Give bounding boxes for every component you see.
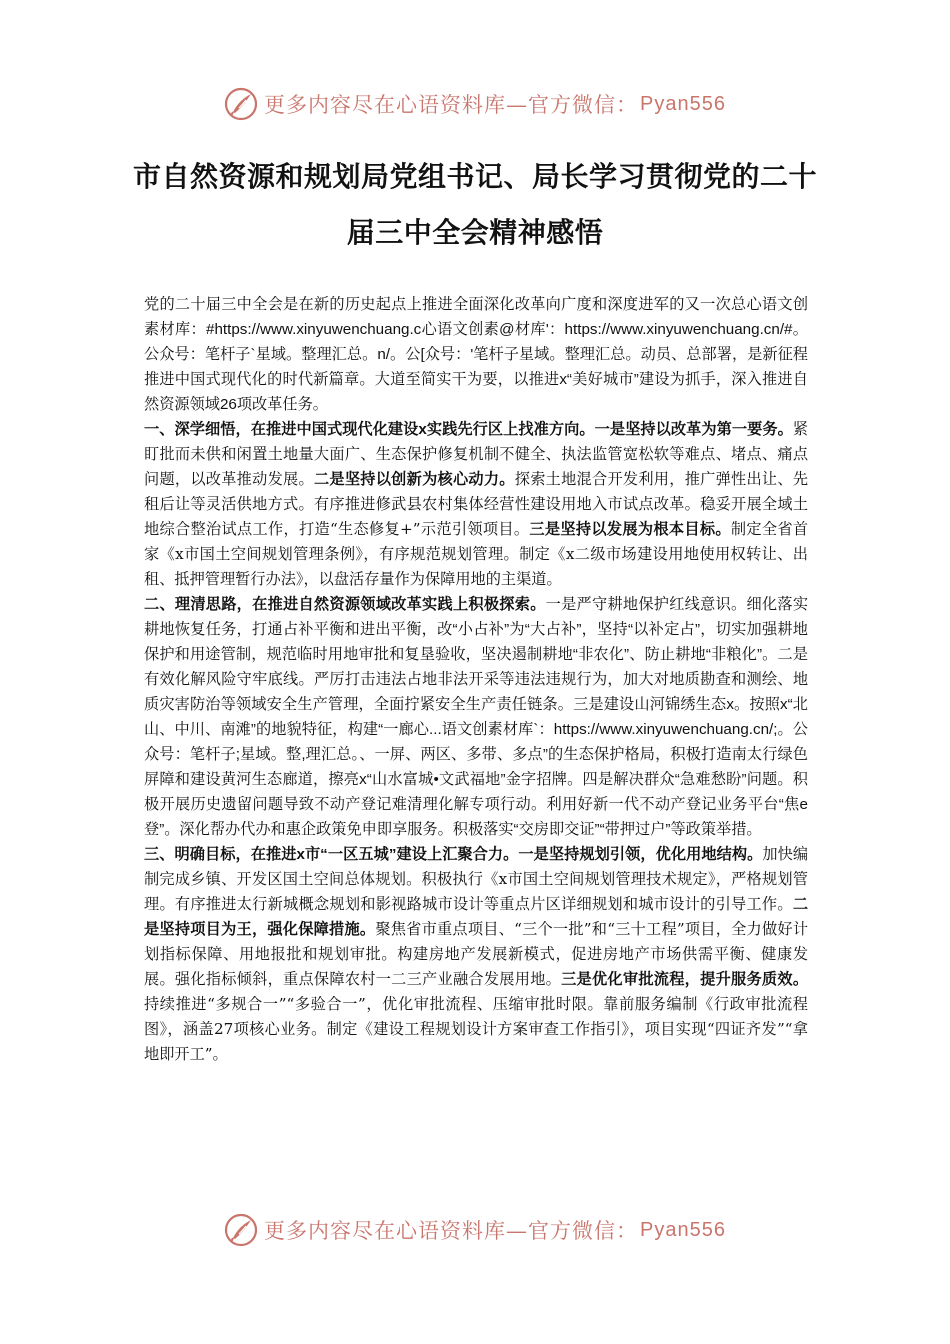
section-3-point-3-text: 持续推进“多规合一”“多验合一”，优化审批流程、压缩审批时限。靠前服务编制《行政审批流程图》，涵盖27项核心业务。制定《建设工程规划设计方案审查工作指引》，项目实现“四证齐发”“拿地即开工”。: [144, 995, 808, 1063]
wechat-id: Pyan556: [640, 92, 726, 115]
wechat-id: Pyan556: [640, 1218, 726, 1241]
section-2-heading: 二、理清思路，在推进自然资源领域改革实践上积极探索。: [144, 596, 546, 613]
section-3-point-1-text: 加快编制完成乡镇、开发区国土空间总体规划。积极执行《x市国土空间规划管理技术规定》，严格规划管理。有序推进太行新城概念规划和影视路城市设计等重点片区详细规划和城市设计的引导工作。: [144, 845, 809, 913]
intro-paragraph: 党的二十届三中全会是在新的历史起点上推进全面深化改革向广度和深度进军的又一次总心语文创素材库：#https://www.xinyuwenchuang.c心语文创素@材库'：https://www.xinyuwenchuang.cn/#。公众号：笔杆子`星域。整理汇总。n/。公[众号：'笔杆子星域。整理汇总。动员、总部署，是新征程推进中国式现代化的时代新篇章。大道至简实干为要，以推进x“美好城市”建设为抓手，深入推进自然资源领域26项改革任务。: [144, 296, 808, 413]
section-1-point-2-text: 探索土地混合开发利用，推广弹性出让、先租后让等灵活供地方式。有序推进修武县农村集体经营性建设用地入市试点改革。稳妥开展全域土地综合整治试点工作，打造“生态修复+”示范引领项目。: [144, 470, 809, 538]
section-3-heading: 三、明确目标，在推进x市“一区五城”建设上汇聚合力。: [144, 846, 519, 863]
section-1-point-2-title: 二是坚持以创新为核心动力。: [313, 471, 515, 488]
document-body: [144, 292, 808, 1067]
section-1-heading: 一、深学细悟，在推进中国式现代化建设x实践先行区上找准方向。: [144, 421, 595, 438]
watermark-banner-top: [0, 81, 950, 127]
section-2-text: 一是严守耕地保护红线意识。细化落实耕地恢复任务，打通占补平衡和进出平衡，改“小占补”为“大占补”，坚持“以补定占”，切实加强耕地保护和用途管制，规范临时用地审批和复垦验收，坚决遏制耕地“非农化”、防止耕地“非粮化”。二是有效化解风险守牢底线。严厉打击违法占地非法开采等违法违规行为，加大对地质勘查和测绘、地质灾害防治等领域安全生产管理，全面拧紧安全生产责任链条。三是建设山河锦绣生态x。按照x“北山、中川、南滩”的地貌特征，构建“一廊心...语文创素材库`：https://www.xinyuwenchuang.cn/;。公众号：笔杆子;星域。整,理汇总。、一屏、两区、多带、多点”的生态保护格局，积极打造南太行绿色屏障和建设黄河生态廊道，擦亮x“山水富城•文武福地”金字招牌。四是解决群众“急难愁盼”问题。积极开展历史遗留问题导致不动产登记难清理化解专项行动。利用好新一代不动产登记业务平台“焦e登”。深化帮办代办和惠企政策免申即享服务。积极落实“交房即交证”“带押过户”等政策举措。: [144, 596, 809, 838]
watermark-text: 更多内容尽在心语资料库—官方微信：: [264, 1219, 639, 1243]
section-1-point-1-title: 一是坚持以改革为第一要务。: [594, 421, 793, 438]
section-3-paragraph: [144, 842, 808, 1067]
section-3-point-2-text: 聚焦省市重点项目、“三个一批”和“三十工程”项目，全力做好计划指标保障、用地报批和规划审批。构建房地产发展新模式，促进房地产市场供需平衡、健康发展。强化指标倾斜，重点保障农村一二三产业融合发展用地。: [144, 920, 809, 988]
quill-logo-icon: [224, 1213, 258, 1247]
section-1-paragraph: [144, 417, 808, 592]
section-3-point-3-title: 三是优化审批流程，提升服务质效。: [561, 971, 809, 988]
section-1-point-1-text: 紧盯批而未供和闲置土地量大面广、生态保护修复机制不健全、执法监管宽松软等难点、堵点、痛点问题，以改革推动发展。: [144, 420, 809, 488]
section-1-point-3-title: 三是坚持以发展为根本目标。: [529, 521, 731, 538]
watermark-banner-bottom: [0, 1207, 950, 1253]
section-3-point-1-title: 一是坚持规划引领，优化用地结构。: [518, 846, 763, 863]
section-3-point-2-title: 二是坚持项目为王，强化保障措施。: [144, 896, 808, 938]
section-2-paragraph: [144, 592, 808, 842]
quill-logo-icon: [224, 87, 258, 121]
section-1-point-3-text: 制定全省首家《x市国土空间规划管理条例》，有序规范规划管理。制定《x二级市场建设用地使用权转让、出租、抵押管理暂行办法》，以盘活存量作为保障用地的主渠道。: [144, 520, 809, 588]
watermark-text: 更多内容尽在心语资料库—官方微信：: [264, 93, 639, 117]
document-title: 市自然资源和规划局党组书记、局长学习贯彻党的二十届三中全会精神感悟: [132, 160, 817, 249]
